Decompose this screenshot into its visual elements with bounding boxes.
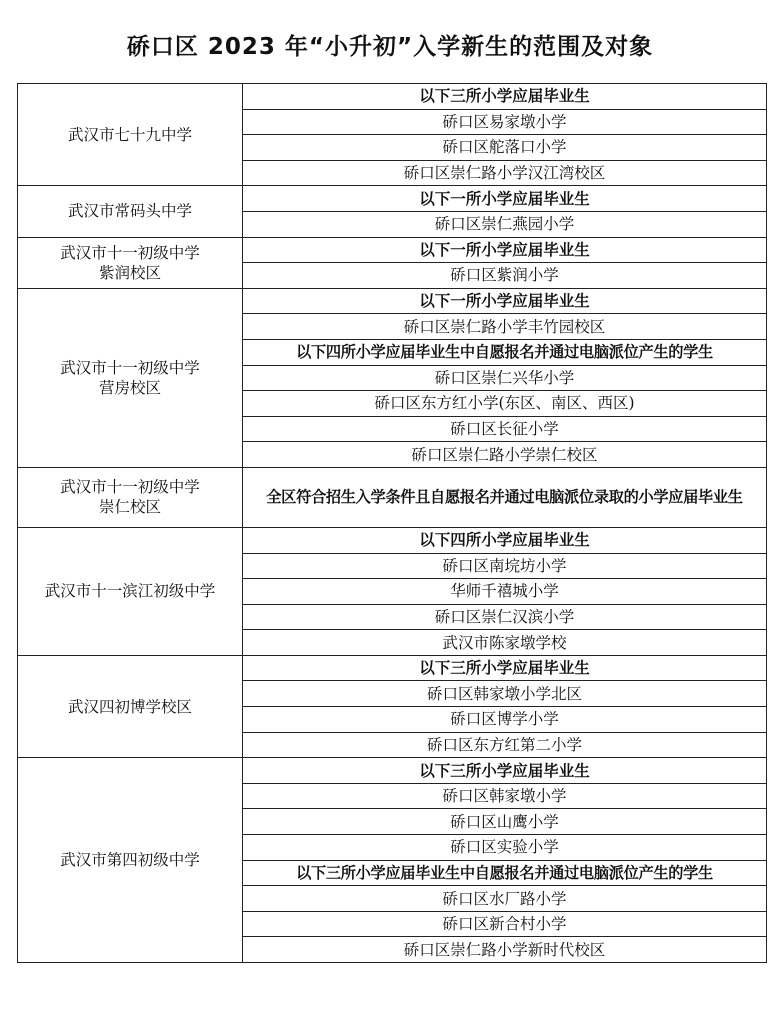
primary-school-name: 硚口区水厂路小学 (243, 886, 767, 912)
middle-school-name (18, 467, 243, 527)
primary-school-name: 硚口区崇仁汉滨小学 (243, 604, 767, 630)
enrollment-table (17, 83, 767, 963)
middle-school-name-line: 武汉市十一初级中学 (60, 243, 200, 262)
middle-school-name (18, 186, 243, 237)
primary-school-name: 硚口区博学小学 (243, 707, 767, 733)
middle-school-name (18, 288, 243, 467)
primary-school-name: 华师千禧城小学 (243, 579, 767, 605)
table-row (18, 84, 767, 110)
middle-school-name (18, 758, 243, 963)
middle-school-name (18, 84, 243, 186)
middle-school-name-line: 崇仁校区 (98, 498, 161, 517)
primary-school-name: 硚口区崇仁路小学丰竹园校区 (243, 314, 767, 340)
criteria-header: 以下三所小学应届毕业生 (243, 655, 767, 681)
middle-school-name-line: 武汉市十一初级中学 (60, 478, 200, 497)
criteria-header: 以下三所小学应届毕业生 (243, 84, 767, 110)
criteria-header: 以下一所小学应届毕业生 (243, 288, 767, 314)
primary-school-name: 硚口区紫润小学 (243, 263, 767, 289)
table-row (18, 527, 767, 553)
table-row (18, 655, 767, 681)
criteria-header: 以下四所小学应届毕业生中自愿报名并通过电脑派位产生的学生 (243, 339, 767, 365)
primary-school-name: 硚口区东方红小学(东区、南区、西区) (243, 391, 767, 417)
primary-school-name: 硚口区长征小学 (243, 416, 767, 442)
middle-school-name-line: 营房校区 (98, 378, 161, 397)
middle-school-name-line: 武汉市十一初级中学 (60, 358, 200, 377)
primary-school-name: 硚口区新合村小学 (243, 911, 767, 937)
primary-school-name: 硚口区实验小学 (243, 835, 767, 861)
primary-school-name: 硚口区崇仁路小学崇仁校区 (243, 442, 767, 468)
table-row (18, 467, 767, 527)
enrollment-table-body (18, 84, 767, 963)
middle-school-name-line: 紫润校区 (98, 263, 161, 282)
middle-school-name-line: 武汉市十一滨江初级中学 (44, 582, 216, 601)
table-row (18, 186, 767, 212)
criteria-header: 以下一所小学应届毕业生 (243, 186, 767, 212)
primary-school-name: 硚口区崇仁路小学新时代校区 (243, 937, 767, 963)
table-row (18, 237, 767, 263)
table-row (18, 758, 767, 784)
criteria-header: 全区符合招生入学条件且自愿报名并通过电脑派位录取的小学应届毕业生 (243, 467, 767, 527)
middle-school-name (18, 655, 243, 757)
middle-school-name-line: 武汉市七十九中学 (67, 125, 192, 144)
middle-school-name-line: 武汉四初博学校区 (67, 697, 192, 716)
primary-school-name: 硚口区韩家墩小学北区 (243, 681, 767, 707)
table-row (18, 288, 767, 314)
primary-school-name: 硚口区舵落口小学 (243, 135, 767, 161)
primary-school-name: 硚口区崇仁路小学汉江湾校区 (243, 160, 767, 186)
middle-school-name (18, 527, 243, 655)
primary-school-name: 硚口区山鹰小学 (243, 809, 767, 835)
primary-school-name: 硚口区崇仁燕园小学 (243, 211, 767, 237)
primary-school-name: 硚口区易家墩小学 (243, 109, 767, 135)
primary-school-name: 武汉市陈家墩学校 (243, 630, 767, 656)
primary-school-name: 硚口区崇仁兴华小学 (243, 365, 767, 391)
criteria-header: 以下三所小学应届毕业生中自愿报名并通过电脑派位产生的学生 (243, 860, 767, 886)
criteria-header: 以下三所小学应届毕业生 (243, 758, 767, 784)
middle-school-name-line: 武汉市第四初级中学 (60, 851, 200, 870)
middle-school-name-line: 武汉市常码头中学 (67, 202, 192, 221)
page-title: 硚口区 2023 年“小升初”入学新生的范围及对象 (126, 34, 654, 60)
primary-school-name: 硚口区韩家墩小学 (243, 783, 767, 809)
criteria-header: 以下四所小学应届毕业生 (243, 527, 767, 553)
criteria-header: 以下一所小学应届毕业生 (243, 237, 767, 263)
primary-school-name: 硚口区东方红第二小学 (243, 732, 767, 758)
primary-school-name: 硚口区南垸坊小学 (243, 553, 767, 579)
middle-school-name (18, 237, 243, 288)
